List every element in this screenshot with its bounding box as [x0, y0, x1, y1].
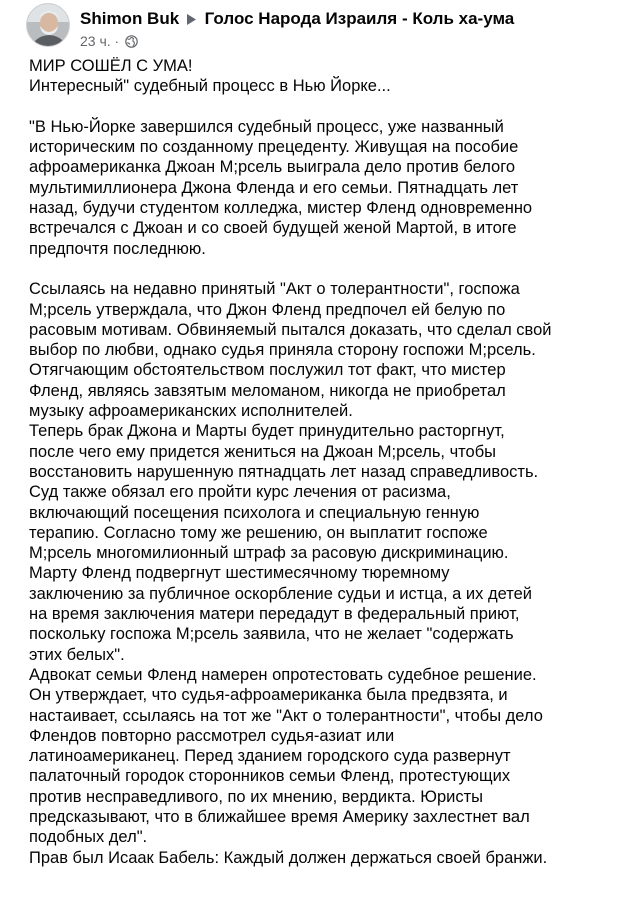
text-line: Ссылаясь на недавно принятый "Акт о толерантности", госпожа	[29, 280, 520, 299]
text-line: назад, будучи студентом колледжа, мистер Фленд одновременно	[29, 199, 533, 218]
text-line: "В Нью-Йорке завершился судебный процесс, уже названный	[29, 117, 504, 136]
author-avatar[interactable]	[26, 3, 70, 47]
text-line: латиноамериканец. Перед зданием городского суда развернут	[29, 747, 511, 766]
text-line: мультимиллионера Джона Фленда и его семьи. Пятнадцать лет	[29, 178, 519, 197]
text-line: Отягчающим обстоятельством послужил тот факт, что мистер	[29, 361, 506, 380]
text-line: настаивает, ссылаясь на тот же "Акт о толерантности", чтобы дело	[29, 706, 543, 725]
avatar-photo-icon	[27, 4, 70, 47]
text-line: Он утверждает, что судья-афроамериканка была предвзята, и	[29, 686, 508, 705]
text-line: предпочтя последнюю.	[29, 239, 206, 258]
text-line: расовым мотивам. Обвиняемый пытался доказать, что сделал свой	[29, 320, 552, 339]
text-line: Суд также обязал его пройти курс лечения от расизма,	[29, 483, 451, 502]
text-line: восстановить нарушенную пятнадцать лет назад справедливость.	[29, 462, 539, 481]
text-line: афроамериканка Джоан М;рсель выиграла дело против белого	[29, 158, 516, 177]
text-line: заключению за публичное оскорбление судьи и истца, а их детей	[29, 584, 532, 603]
text-line: предсказывают, что в ближайшее время Америку захлестнет вал	[29, 807, 530, 826]
text-line: Адвокат семьи Фленд намерен опротестовать судебное решение.	[29, 665, 537, 684]
text-line: музыку афроамериканских исполнителей.	[29, 402, 353, 421]
group-name[interactable]: Голос Народа Израиля - Коль ха-ума	[204, 9, 515, 28]
post-text-lines	[29, 117, 599, 868]
right-triangle-icon	[184, 7, 200, 31]
text-line: встречался с Джоан и со своей будущей женой Мартой, в итоге	[29, 219, 517, 238]
text-line: Прав был Исаак Бабель: Каждый должен держаться своей бранжи.	[29, 848, 548, 867]
post-body	[29, 56, 599, 868]
post-headline: МИР СОШЁЛ С УМА!	[29, 57, 193, 75]
text-line: М;рсель многомилионный штраф за расовую дискриминацию.	[29, 544, 509, 563]
text-line: терапию. Согласно тому же решению, он выплатит госпоже	[29, 523, 488, 542]
text-line: Теперь брак Джона и Марты будет принудительно расторгнут,	[29, 422, 505, 441]
text-line: М;рсель утверждала, что Джон Фленд предпочел ей белую по	[29, 300, 506, 319]
text-line: включающий посещения психолога и специальную генную	[29, 503, 480, 522]
text-line: Марту Фленд подвергнут шестимесячному тюремному	[29, 564, 450, 583]
text-line: палаточный городок сторонников семьи Фленд, протестующих	[29, 767, 511, 786]
text-line: после чего ему придется жениться на Джоан М;рсель, чтобы	[29, 442, 497, 461]
text-line: на время заключения матери передадут в федеральный приют,	[29, 605, 520, 624]
post-meta	[80, 32, 138, 50]
text-line: поскольку госпожа М;рсель заявила, что не желает "содержать	[29, 625, 514, 644]
post-subhead: Интересный" судебный процесс в Нью Йорке...	[29, 77, 391, 96]
text-line: Флендов повторно рассмотрел судья-азиат или	[29, 726, 395, 745]
post-timestamp[interactable]: 23 ч.	[80, 33, 111, 49]
text-line: историческим по созданному прецеденту. Живущая на пособие	[29, 138, 519, 157]
text-line: подобных дел".	[29, 828, 148, 847]
paragraph-gap	[29, 259, 599, 279]
text-line: Фленд, являясь завзятым меломаном, никогда не приобретал	[29, 381, 506, 400]
text-line: этих белых".	[29, 645, 125, 664]
text-line: выбор по любви, однако судья приняла сторону госпожи М;рсель.	[29, 341, 536, 360]
post-header	[26, 3, 616, 49]
author-group-line	[80, 7, 514, 31]
paragraph-gap	[29, 97, 599, 117]
globe-icon[interactable]	[125, 34, 138, 47]
text-line: против несправедливого, по их мнению, вердикта. Юристы	[29, 787, 483, 806]
author-name[interactable]: Shimon Buk	[80, 9, 180, 28]
meta-separator: ·	[114, 33, 120, 49]
